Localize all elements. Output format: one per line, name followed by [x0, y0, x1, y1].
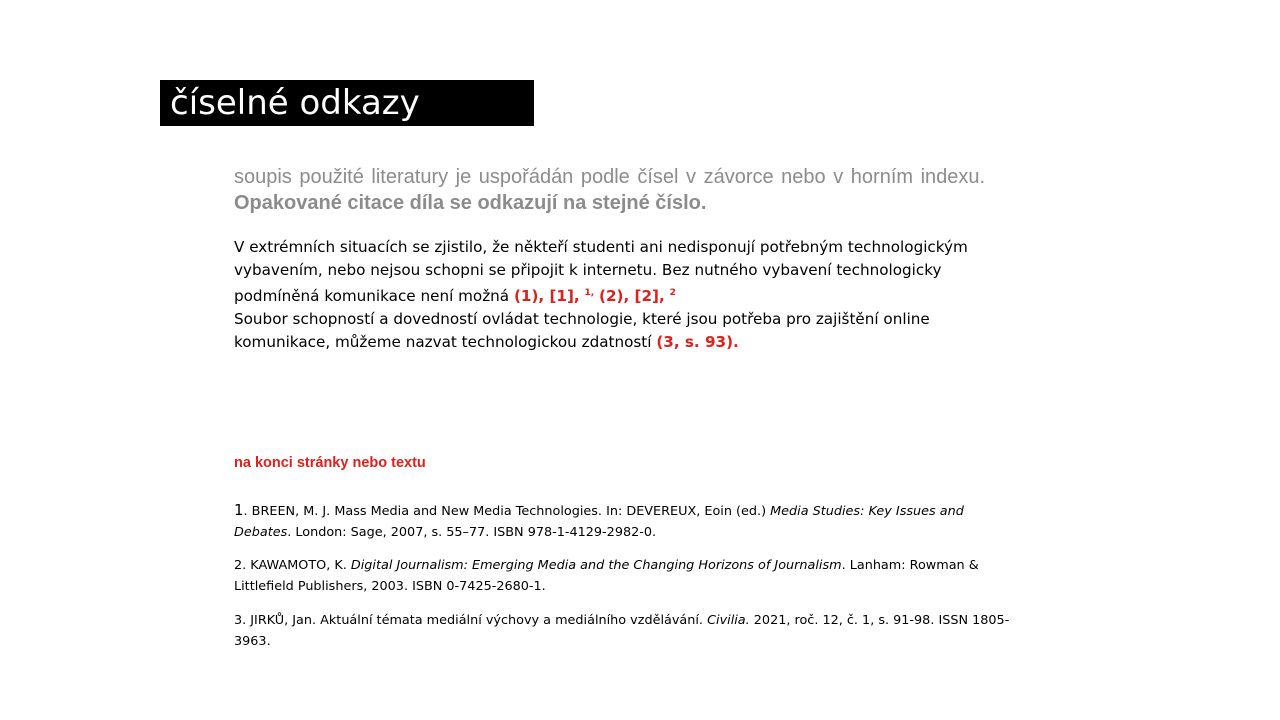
title-bar — [160, 80, 534, 126]
citation-a: (1), [1], — [513, 287, 580, 306]
reference-title: Media Studies: Key Issues and Debates — [234, 504, 964, 540]
reference-title: Digital Journalism: Emerging Media and the Changing Horizons of Journalism — [350, 558, 842, 573]
reference-item — [234, 555, 1010, 597]
section-heading: na konci stránky nebo textu — [234, 455, 426, 471]
reference-text: . Lanham: Rowman & Littlefield Publishers, 2003. ISBN 0-7425-2680-1. — [234, 558, 979, 594]
slide-title: číselné odkazy — [170, 83, 420, 123]
citation-b: (2), [2], — [599, 287, 665, 306]
citation-c: (3, s. 93). — [656, 333, 739, 351]
citation-sup-b: 2 — [669, 288, 676, 298]
paragraph-2-text: Soubor schopností a dovedností ovládat technologie, které jsou potřeba pro zajištění online komunikace, můžeme nazvat technologickou zdatností — [234, 310, 930, 351]
paragraph-1 — [234, 236, 1014, 308]
reference-text: KAWAMOTO, K. — [246, 558, 351, 573]
reference-text: . BREEN, M. J. Mass Media and New Media Technologies. In: DEVEREUX, Eoin (ed.) — [243, 504, 771, 519]
intro-line-1: soupis použité literatury je uspořádán podle čísel v závorce nebo v horním indexu. — [234, 166, 986, 188]
reference-number: 1 — [234, 501, 244, 519]
reference-text: 2021, roč. 12, č. 1, s. 91-98. ISSN 1805-3963. — [234, 613, 1010, 649]
reference-item — [234, 610, 1010, 652]
intro-block — [234, 164, 1034, 216]
intro-line-2: Opakované citace díla se odkazují na stejné číslo. — [234, 192, 707, 214]
reference-number: 2. — [234, 558, 247, 573]
paragraph-1-text: V extrémních situacích se zjistilo, že někteří studenti ani nedisponují potřebným technologickým vybavením, nebo nejsou schopni se připojit k internetu. Bez nutného vybavení technologicky podmíněná komunikace není možná — [234, 238, 968, 306]
reference-text: . London: Sage, 2007, s. 55–77. ISBN 978-1-4129-2982-0. — [287, 525, 657, 540]
reference-text: JIRKŮ, Jan. Aktuální témata mediální výchovy a mediálního vzdělávání. — [246, 613, 708, 628]
reference-title: Civilia. — [707, 613, 750, 628]
reference-number: 3. — [234, 613, 247, 628]
reference-item — [234, 500, 1010, 543]
paragraph-2 — [234, 308, 1014, 354]
citation-sup-a: 1, — [584, 288, 595, 298]
